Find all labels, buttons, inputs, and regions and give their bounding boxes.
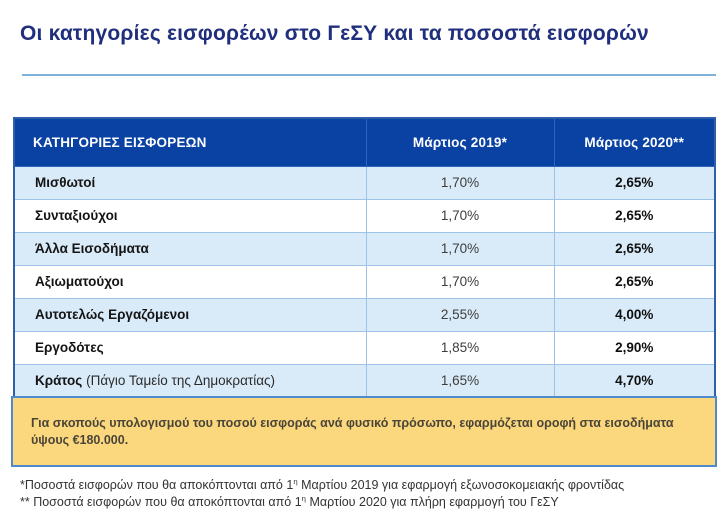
footnote-text: Μαρτίου 2020 για πλήρη εφαρμογή του ΓεΣΥ	[305, 495, 559, 509]
category-label: Αυτοτελώς Εργαζόμενοι	[35, 307, 190, 322]
table-row	[14, 331, 715, 364]
footnotes	[20, 477, 720, 511]
category-label: Αξιωματούχοι	[35, 274, 124, 289]
rate-2020-cell: 2,90%	[554, 331, 715, 364]
rate-2020-cell: 4,00%	[554, 298, 715, 331]
rate-2020-cell: 2,65%	[554, 232, 715, 265]
category-label: Συνταξιούχοι	[35, 208, 118, 223]
category-cell	[14, 331, 366, 364]
rate-2019-cell: 1,70%	[366, 232, 554, 265]
category-cell	[14, 166, 366, 199]
table-header	[14, 118, 715, 166]
rate-2020-cell: 2,65%	[554, 166, 715, 199]
income-cap-note-text: Για σκοπούς υπολογισμού του ποσού εισφοράς ανά φυσικό πρόσωπο, εφαρμόζεται οροφή στα εισοδήματα ύψους €180.000.	[31, 416, 674, 447]
table-row	[14, 298, 715, 331]
category-label: Κράτος	[35, 372, 83, 388]
header-march-2019: Μάρτιος 2019*	[366, 118, 554, 166]
category-label: Εργοδότες	[35, 340, 104, 355]
category-cell	[14, 199, 366, 232]
rate-2020-cell: 2,65%	[554, 199, 715, 232]
table-row	[14, 166, 715, 199]
footnote-text: ** Ποσοστά εισφορών που θα αποκόπτονται από 1	[20, 495, 302, 509]
table-row	[14, 364, 715, 397]
header-march-2020: Μάρτιος 2020**	[554, 118, 715, 166]
rate-2020-cell: 4,70%	[554, 364, 715, 397]
category-cell	[14, 265, 366, 298]
page-title: Οι κατηγορίες εισφορέων στο ΓεΣΥ και τα ποσοστά εισφορών	[20, 22, 649, 45]
contribution-rates-table	[13, 117, 716, 398]
footnote-2019	[20, 477, 720, 494]
category-suffix: (Πάγιο Ταμείο της Δημοκρατίας)	[82, 372, 276, 388]
rate-2019-cell: 1,65%	[366, 364, 554, 397]
header-categories: ΚΑΤΗΓΟΡΙΕΣ ΕΙΣΦΟΡΕΩΝ	[14, 118, 366, 166]
rate-2019-cell: 2,55%	[366, 298, 554, 331]
footnote-text: Μαρτίου 2019 για εφαρμογή εξωνοσοκομειακής φροντίδας	[297, 478, 625, 492]
category-cell	[14, 298, 366, 331]
rate-2020-cell: 2,65%	[554, 265, 715, 298]
category-label: Άλλα Εισοδήματα	[35, 241, 149, 256]
title-divider	[22, 74, 716, 76]
table-row	[14, 199, 715, 232]
table-row	[14, 232, 715, 265]
category-label: Μισθωτοί	[35, 175, 96, 190]
category-cell	[14, 364, 366, 397]
footnote-text: *Ποσοστά εισφορών που θα αποκόπτονται από 1	[20, 478, 294, 492]
rate-2019-cell: 1,70%	[366, 265, 554, 298]
rate-2019-cell: 1,70%	[366, 166, 554, 199]
header-row	[14, 118, 715, 166]
table-row	[14, 265, 715, 298]
footnote-2020	[20, 494, 720, 511]
table-body	[14, 166, 715, 397]
rate-2019-cell: 1,85%	[366, 331, 554, 364]
footnote-superscript: η	[293, 476, 298, 486]
income-cap-note	[11, 396, 717, 467]
rate-2019-cell: 1,70%	[366, 199, 554, 232]
category-cell	[14, 232, 366, 265]
footnote-superscript: η	[301, 493, 306, 503]
